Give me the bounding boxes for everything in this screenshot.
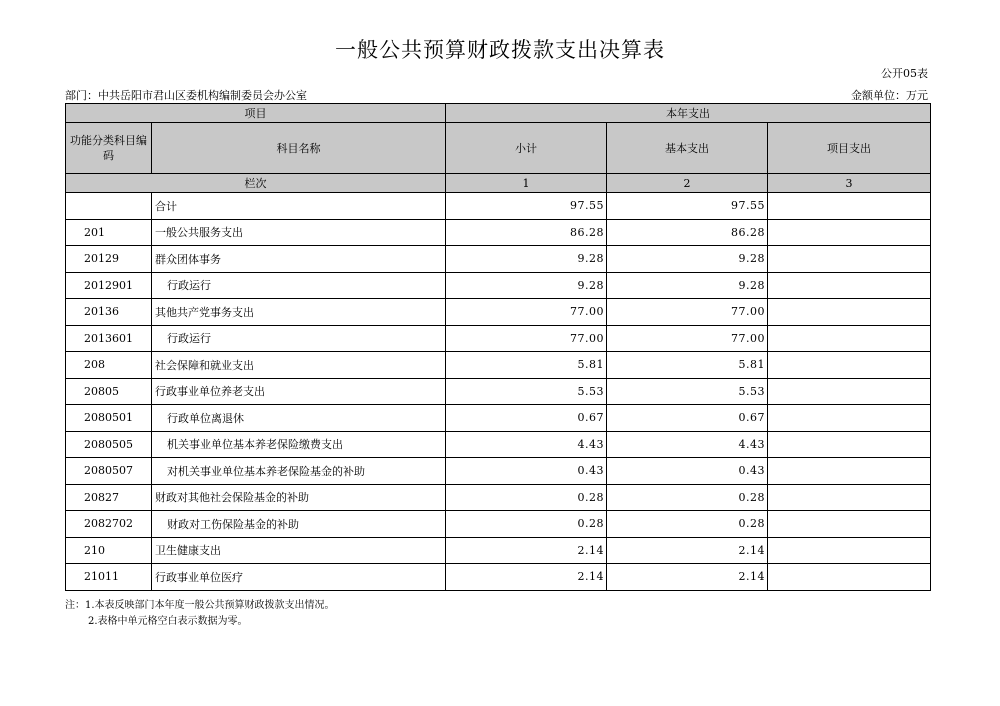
row-code: 2080507 <box>66 458 152 485</box>
row-subject-name: 行政运行 <box>152 325 446 352</box>
row-project-expense <box>768 484 931 511</box>
row-code: 201 <box>66 219 152 246</box>
row-subject-name: 群众团体事务 <box>152 246 446 273</box>
row-basic-expense: 77.00 <box>607 299 768 326</box>
form-code: 公开05表 <box>881 67 928 80</box>
row-project-expense <box>768 272 931 299</box>
row-subject-name: 社会保障和就业支出 <box>152 352 446 379</box>
row-subtotal: 77.00 <box>446 325 607 352</box>
row-subtotal: 9.28 <box>446 272 607 299</box>
header-row-group <box>66 104 931 123</box>
header-col-2: 2 <box>607 174 768 193</box>
row-basic-expense: 0.43 <box>607 458 768 485</box>
row-project-expense <box>768 352 931 379</box>
header-project-expense: 项目支出 <box>768 123 931 174</box>
row-code: 208 <box>66 352 152 379</box>
row-code: 2080501 <box>66 405 152 432</box>
row-subject-name: 行政运行 <box>152 272 446 299</box>
row-subject-name: 财政对其他社会保险基金的补助 <box>152 484 446 511</box>
table-row <box>66 246 931 273</box>
expenditure-table <box>65 103 931 591</box>
table-row <box>66 564 931 591</box>
table-row <box>66 272 931 299</box>
table-row <box>66 484 931 511</box>
row-subtotal: 0.28 <box>446 484 607 511</box>
header-col-3: 3 <box>768 174 931 193</box>
row-subtotal: 0.28 <box>446 511 607 538</box>
row-project-expense <box>768 299 931 326</box>
table-row <box>66 431 931 458</box>
row-basic-expense: 86.28 <box>607 219 768 246</box>
row-basic-expense: 0.28 <box>607 484 768 511</box>
row-project-expense <box>768 405 931 432</box>
header-this-year-expense: 本年支出 <box>446 104 931 123</box>
table-row <box>66 378 931 405</box>
table-row <box>66 219 931 246</box>
table-row <box>66 299 931 326</box>
row-project-expense <box>768 219 931 246</box>
row-code: 2013601 <box>66 325 152 352</box>
row-subtotal: 0.67 <box>446 405 607 432</box>
row-project-expense <box>768 564 931 591</box>
row-project-expense <box>768 537 931 564</box>
row-subtotal: 5.81 <box>446 352 607 379</box>
header-project: 项目 <box>66 104 446 123</box>
row-code: 20136 <box>66 299 152 326</box>
amount-unit-label: 金额单位：万元 <box>851 89 928 102</box>
table-row <box>66 405 931 432</box>
header-column-index-label: 栏次 <box>66 174 446 193</box>
row-subtotal: 4.43 <box>446 431 607 458</box>
row-subject-name: 其他共产党事务支出 <box>152 299 446 326</box>
row-project-expense <box>768 431 931 458</box>
table-row <box>66 325 931 352</box>
row-basic-expense: 9.28 <box>607 246 768 273</box>
row-subtotal: 9.28 <box>446 246 607 273</box>
row-subtotal: 0.43 <box>446 458 607 485</box>
row-project-expense <box>768 325 931 352</box>
row-code: 20805 <box>66 378 152 405</box>
header-basic-expense: 基本支出 <box>607 123 768 174</box>
row-basic-expense: 4.43 <box>607 431 768 458</box>
header-row-index <box>66 174 931 193</box>
table-row <box>66 511 931 538</box>
row-project-expense <box>768 458 931 485</box>
row-subject-name: 行政单位离退休 <box>152 405 446 432</box>
notes <box>65 598 335 630</box>
row-basic-expense: 2.14 <box>607 564 768 591</box>
row-subject-name: 财政对工伤保险基金的补助 <box>152 511 446 538</box>
row-basic-expense: 97.55 <box>607 193 768 220</box>
row-basic-expense: 5.53 <box>607 378 768 405</box>
row-basic-expense: 5.81 <box>607 352 768 379</box>
row-code: 20129 <box>66 246 152 273</box>
row-subtotal: 86.28 <box>446 219 607 246</box>
row-project-expense <box>768 193 931 220</box>
note-2: 2.表格中单元格空白表示数据为零。 <box>88 616 248 627</box>
row-subject-name: 对机关事业单位基本养老保险基金的补助 <box>152 458 446 485</box>
header-func-code: 功能分类科目编码 <box>66 123 152 174</box>
row-subject-name: 卫生健康支出 <box>152 537 446 564</box>
row-project-expense <box>768 511 931 538</box>
row-subject-name: 行政事业单位医疗 <box>152 564 446 591</box>
row-code: 2012901 <box>66 272 152 299</box>
table-body <box>66 193 931 591</box>
row-subtotal: 97.55 <box>446 193 607 220</box>
row-subtotal: 5.53 <box>446 378 607 405</box>
row-basic-expense: 2.14 <box>607 537 768 564</box>
row-code: 20827 <box>66 484 152 511</box>
row-project-expense <box>768 378 931 405</box>
row-subject-name: 一般公共服务支出 <box>152 219 446 246</box>
row-subtotal: 77.00 <box>446 299 607 326</box>
row-basic-expense: 77.00 <box>607 325 768 352</box>
row-subject-name: 合计 <box>152 193 446 220</box>
table-row <box>66 537 931 564</box>
row-code: 210 <box>66 537 152 564</box>
row-basic-expense: 0.67 <box>607 405 768 432</box>
table-row <box>66 458 931 485</box>
row-code: 2080505 <box>66 431 152 458</box>
header-subject-name: 科目名称 <box>152 123 446 174</box>
header-row-columns <box>66 123 931 174</box>
table-row <box>66 193 931 220</box>
row-basic-expense: 9.28 <box>607 272 768 299</box>
row-subject-name: 机关事业单位基本养老保险缴费支出 <box>152 431 446 458</box>
row-project-expense <box>768 246 931 273</box>
row-subtotal: 2.14 <box>446 537 607 564</box>
row-subject-name: 行政事业单位养老支出 <box>152 378 446 405</box>
row-basic-expense: 0.28 <box>607 511 768 538</box>
header-subtotal: 小计 <box>446 123 607 174</box>
row-code <box>66 193 152 220</box>
table-row <box>66 352 931 379</box>
row-code: 21011 <box>66 564 152 591</box>
row-subtotal: 2.14 <box>446 564 607 591</box>
department-label: 部门：中共岳阳市君山区委机构编制委员会办公室 <box>65 89 307 102</box>
note-1: 注：1.本表反映部门本年度一般公共预算财政拨款支出情况。 <box>65 600 335 611</box>
header-col-1: 1 <box>446 174 607 193</box>
page-title: 一般公共预算财政拨款支出决算表 <box>335 38 665 62</box>
row-code: 2082702 <box>66 511 152 538</box>
